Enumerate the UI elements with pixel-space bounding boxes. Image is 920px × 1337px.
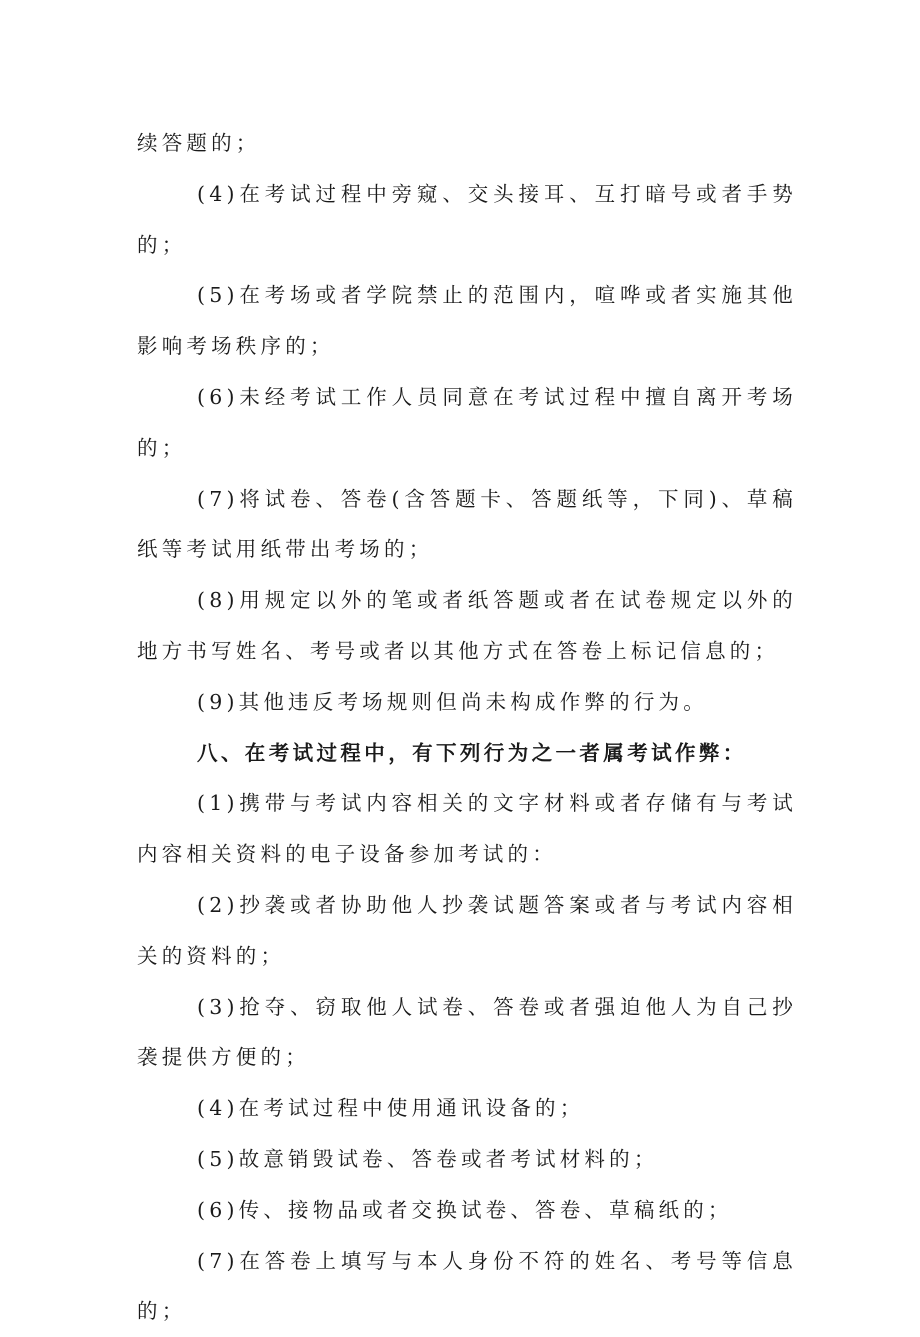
rule-item-9: (9)其他违反考场规则但尚未构成作弊的行为。 [197,689,708,714]
paragraph-continuation: 续答题的； [137,131,261,155]
rule-item-6: (6)未经考试工作人员同意在考试过程中擅自离开考场的； [137,384,797,460]
rule-item-4: (4)在考试过程中旁窥、交头接耳、互打暗号或者手势的； [137,181,797,257]
document-body [137,118,797,1337]
rule-item-8: (8)用规定以外的笔或者纸答题或者在试卷规定以外的地方书写姓名、考号或者以其他方式在答卷上标记信息的； [137,588,797,663]
cheating-item-1: (1)携带与考试内容相关的文字材料或者存储有与考试内容相关资料的电子设备参加考试的： [137,791,797,867]
cheating-item-2: (2)抄袭或者协助他人抄袭试题答案或者与考试内容相关的资料的； [137,892,797,968]
cheating-item-4: (4)在考试过程中使用通讯设备的； [197,1096,585,1121]
cheating-item-3: (3)抢夺、窃取他人试卷、答卷或者强迫他人为自己抄袭提供方便的； [137,994,797,1070]
cheating-item-7: (7)在答卷上填写与本人身份不符的姓名、考号等信息的； [137,1248,797,1324]
rule-item-7: (7)将试卷、答卷(含答题卡、答题纸等，下同)、草稿纸等考试用纸带出考场的； [137,486,797,562]
cheating-item-5: (5)故意销毁试卷、答卷或者考试材料的； [197,1146,659,1171]
rule-item-5: (5)在考场或者学院禁止的范围内，喧哗或者实施其他影响考场秩序的； [137,283,797,359]
section-heading-eight: 八、在考试过程中，有下列行为之一者属考试作弊： [197,740,747,765]
cheating-item-6: (6)传、接物品或者交换试卷、答卷、草稿纸的； [197,1197,733,1222]
